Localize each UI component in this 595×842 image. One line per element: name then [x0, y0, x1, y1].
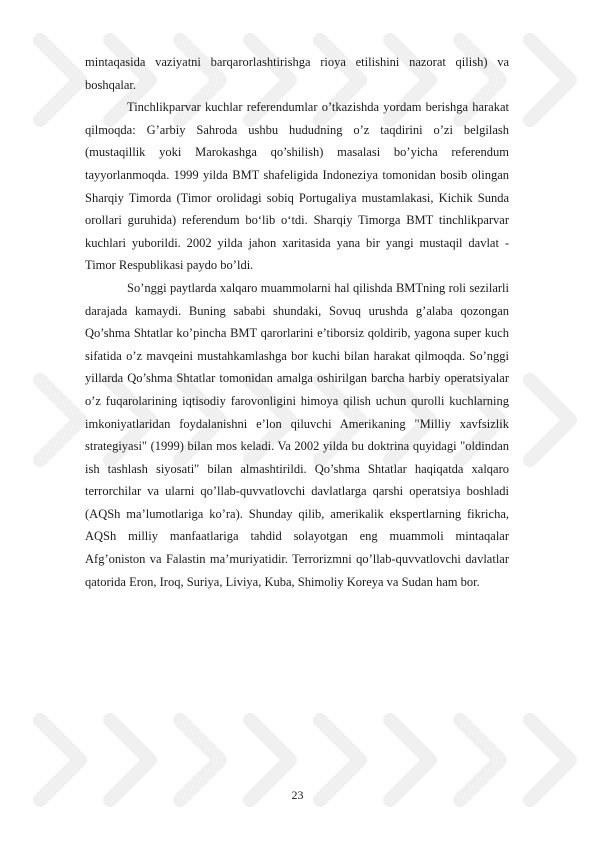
document-body: [85, 51, 509, 593]
paragraph-un-role: So’nggi paytlarda xalqaro muammolarni hal qilishda BMTning roli sezilarli darajada kamaydi. Buning sababi shundaki, Sovuq urushda g’alaba qozongan Qo’shma Shtatlar ko’pincha BMT qarorlarini e’tiborsiz qoldirib, yagona super kuch sifatida o’z mavqeini mustahkamlashga bor kuchi bilan harakat qilmoqda. So’nggi yillarda Qo’shma Shtatlar tomonidan amalga oshirilgan barcha harbiy operatsiyalar o’z fuqarolarining iqtisodiy farovonligini himoya qilish uchun qurolli kuchlarning imkoniyatlaridan foydalanishni e’lon qiluvchi Amerikaning "Milliy xavfsizlik strategiyasi" (1999) bilan mos keladi. Va 2002 yilda bu doktrina quyidagi "oldindan ish tashlash siyosati" bilan almashtirildi. Qo’shma Shtatlar haqiqatda xalqaro terrorchilar va ularni qo’llab-quvvatlovchi davlatlarga qarshi operatsiya boshladi (AQSh ma’lumotlariga ko’ra). Shunday qilib, amerikalik ekspertlarning fikricha, AQSh milliy manfaatlariga tahdid solayotgan eng muammoli mintaqalar Afg’oniston va Falastin ma’muriyatidir. Terrorizmni qo’llab-quvvatlovchi davlatlar qatorida Eron, Iroq, Suriya, Liviya, Kuba, Shimoliy Koreya va Sudan ham bor.: [85, 280, 509, 589]
paragraph-continuation: mintaqasida vaziyatni barqarorlashtirishga rioya etilishini nazorat qilish) va boshqalar.: [85, 55, 509, 92]
page-number: 23: [291, 788, 304, 802]
paragraph-referendums: Tinchlikparvar kuchlar referendumlar o’tkazishda yordam berishga harakat qilmoqda: G’arbiy Sahroda ushbu hududning o’z taqdirini o’zi belgilash (mustaqillik yoki Marokashga qo’shilish) masalasi bo’yicha referendum tayyorlanmoqda. 1999 yilda BMT shafeligida Indoneziya tomonidan bosib olingan Sharqiy Timorda (Timor orolidagi sobiq Portugaliya mustamlakasi, Kichik Sunda orollari guruhida) referendum bo‘lib o‘tdi. Sharqiy Timorga BMT tinchlikparvar kuchlari yuborildi. 2002 yilda jahon xaritasida yana bir yangi mustaqil davlat - Timor Respublikasi paydo bo’ldi.: [85, 100, 509, 273]
